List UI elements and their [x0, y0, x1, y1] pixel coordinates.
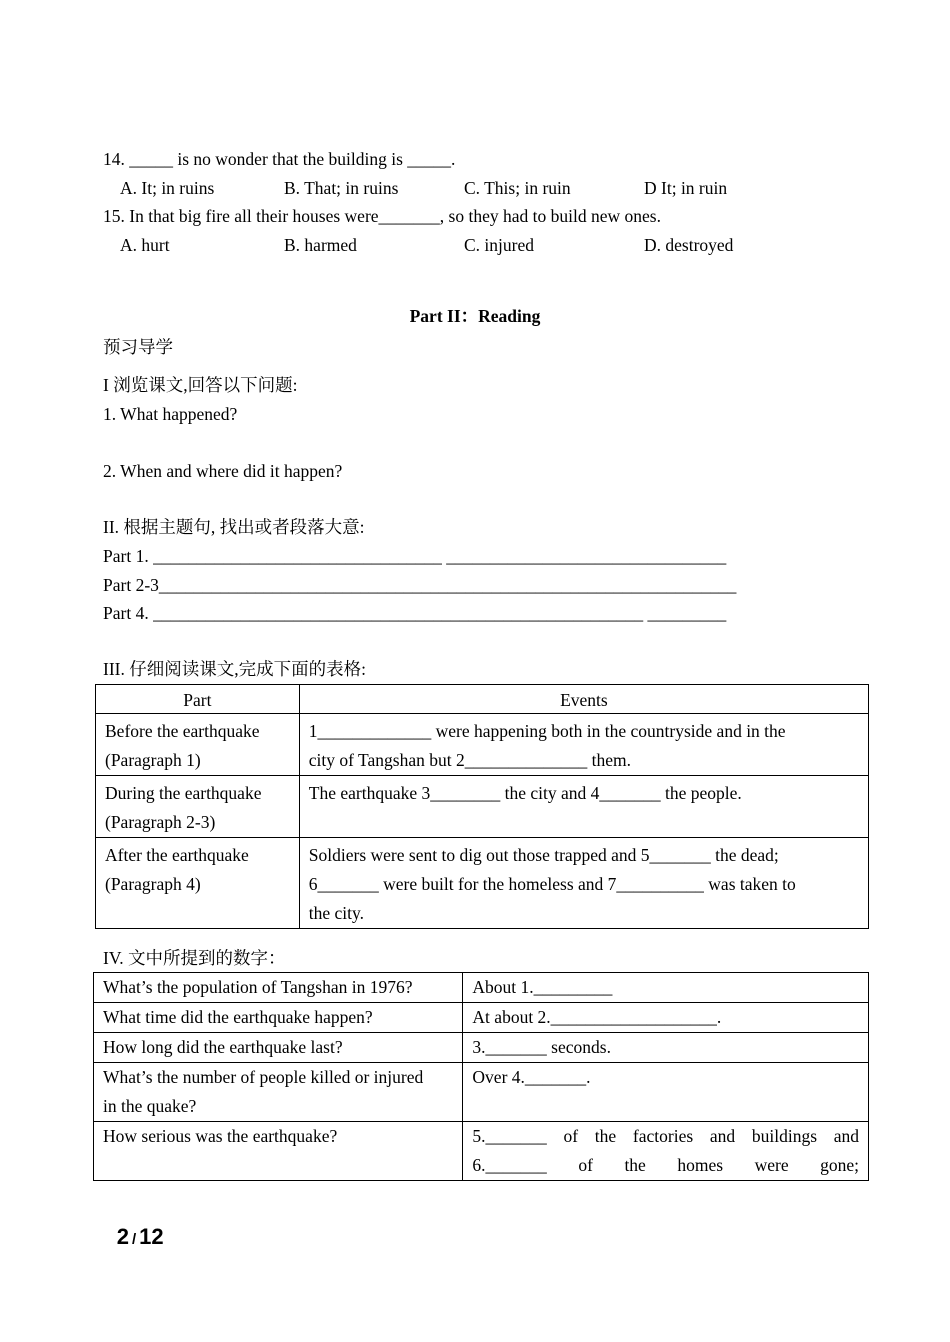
answer-cell: At about 2.___________________. — [463, 1003, 869, 1033]
section-iv-heading: IV. 文中所提到的数字： — [103, 948, 286, 968]
question-cell: How long did the earthquake last? — [94, 1033, 463, 1063]
events-cell: The earthquake 3________ the city and 4_______ the people. — [299, 776, 868, 838]
events-table — [95, 684, 869, 929]
question-cell: What time did the earthquake happen? — [94, 1003, 463, 1033]
question-15-option-c: C. injured — [464, 235, 534, 255]
table-row — [96, 776, 869, 838]
answer-cell: 5._______ of the factories and buildings and 6._______ of the homes were gone; — [463, 1122, 869, 1181]
page-separator: / — [131, 1230, 137, 1248]
question-14-stem: 14. _____ is no wonder that the building is _____. — [103, 149, 456, 169]
section-i-question-1: 1. What happened? — [103, 404, 238, 424]
section-i-question-2: 2. When and where did it happen? — [103, 461, 343, 481]
events-cell: 1_____________ were happening both in the countryside and in the city of Tangshan but 2______________ them. — [299, 714, 868, 776]
question-14-option-c: C. This; in ruin — [464, 178, 571, 198]
answer-cell: 3._______ seconds. — [463, 1033, 869, 1063]
table-row — [94, 973, 869, 1003]
table-row — [96, 838, 869, 929]
header-part: Part — [96, 685, 300, 714]
answer-cell: About 1._________ — [463, 973, 869, 1003]
table-row — [94, 1003, 869, 1033]
table-header-row — [96, 685, 869, 714]
numbers-table — [93, 972, 869, 1181]
question-15-stem: 15. In that big fire all their houses were_______, so they had to build new ones. — [103, 206, 661, 226]
question-cell: What’s the number of people killed or injured in the quake? — [94, 1063, 463, 1122]
section-i-heading: I 浏览课文,回答以下问题: — [103, 375, 298, 395]
table-row — [96, 714, 869, 776]
section-title: Part II：Reading — [409, 306, 541, 326]
table-row — [94, 1122, 869, 1181]
page-total: 12 — [139, 1223, 164, 1249]
preview-heading: 预习导学 — [103, 337, 173, 357]
section-ii-line-part1: Part 1. _________________________________ ________________________________ — [103, 546, 727, 566]
question-cell: How serious was the earthquake? — [94, 1122, 463, 1181]
part-cell: During the earthquake (Paragraph 2-3) — [96, 776, 300, 838]
question-14-option-b: B. That; in ruins — [284, 178, 399, 198]
page-current: 2 — [116, 1223, 129, 1249]
section-iii-heading: III. 仔细阅读课文,完成下面的表格: — [103, 659, 366, 679]
question-14-option-a: A. It; in ruins — [120, 178, 215, 198]
question-cell: What’s the population of Tangshan in 1976? — [94, 973, 463, 1003]
table-row — [94, 1033, 869, 1063]
table-row — [94, 1063, 869, 1122]
section-ii-line-part4: Part 4. ________________________________________________________ _________ — [103, 603, 727, 623]
section-ii-heading: II. 根据主题句, 找出或者段落大意: — [103, 517, 365, 537]
header-events: Events — [299, 685, 868, 714]
question-15-option-a: A. hurt — [120, 235, 170, 255]
part-cell: After the earthquake (Paragraph 4) — [96, 838, 300, 929]
question-14-option-d: D It; in ruin — [644, 178, 728, 198]
section-ii-line-part2-3: Part 2-3__________________________________________________________________ — [103, 575, 737, 595]
answer-cell: Over 4._______. — [463, 1063, 869, 1122]
page-number — [107, 1208, 164, 1248]
question-15-option-b: B. harmed — [284, 235, 357, 255]
question-15-option-d: D. destroyed — [644, 235, 734, 255]
part-cell: Before the earthquake (Paragraph 1) — [96, 714, 300, 776]
events-cell: Soldiers were sent to dig out those trapped and 5_______ the dead; 6_______ were built for the homeless and 7__________ was taken to the city. — [299, 838, 868, 929]
